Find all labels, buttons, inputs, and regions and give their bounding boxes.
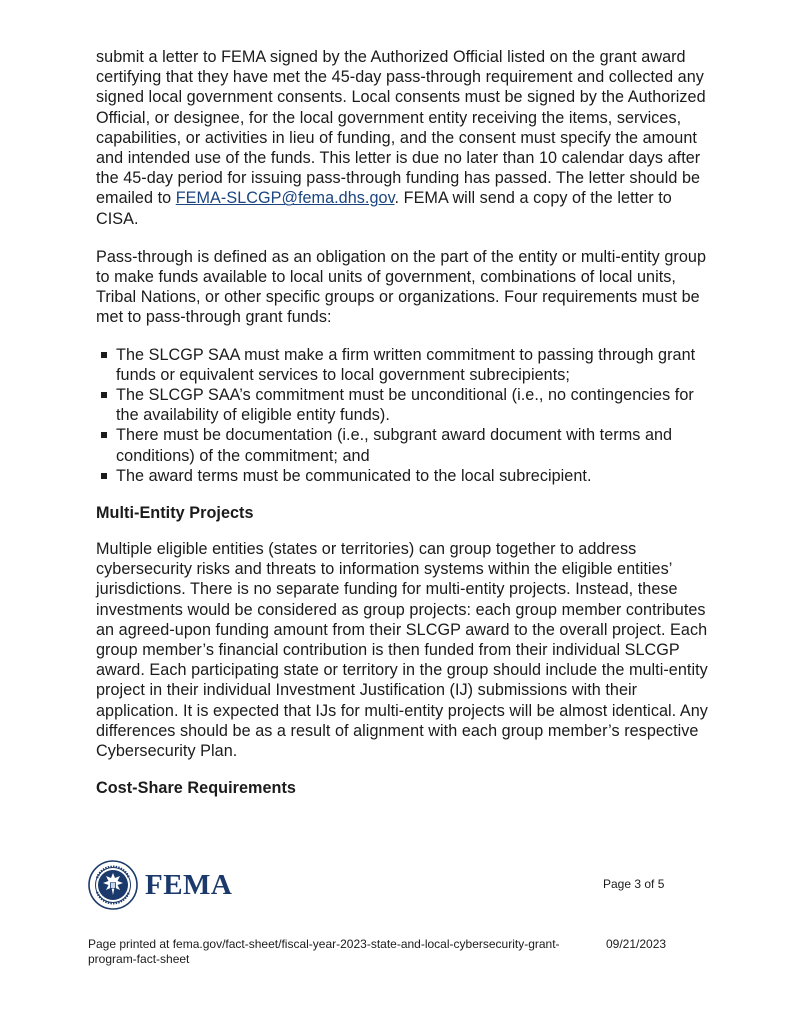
pass-through-letter-paragraph bbox=[96, 47, 712, 229]
dhs-seal-icon bbox=[88, 860, 138, 910]
pass-through-definition-paragraph: Pass-through is defined as an obligation on the part of the entity or multi-entity group to make funds available to local units of government, combinations of local units, Tribal Nations, or other specific groups or organizations. Four requirements must be met to pass-through grant funds: bbox=[96, 247, 706, 327]
document-body bbox=[96, 47, 712, 814]
paragraph-text-before-link: submit a letter to FEMA signed by the Authorized Official listed on the grant award certifying that they have met the 45-day pass-through requirement and collected any signed local government consents. Local consents must be signed by the Authorized Official, or designee, for the local government entity receiving the items, services, capabilities, or activities in lieu of funding, and the consent must specify the amount and intended use of the funds. This letter is due no later than 10 calendar days after the 45-day period for issuing pass-through funding has passed. The letter should be emailed to bbox=[96, 48, 706, 208]
fema-logo bbox=[88, 860, 232, 910]
fema-wordmark: FEMA bbox=[145, 869, 233, 901]
paragraph-text-after-link: . FEMA will send a copy of the letter to CISA. bbox=[96, 189, 672, 228]
printed-at-url: Page printed at fema.gov/fact-sheet/fiscal-year-2023-state-and-local-cybersecurity-grant-program-fact-sheet bbox=[88, 937, 560, 966]
cost-share-requirements-heading: Cost-Share Requirements bbox=[96, 779, 296, 798]
list-item: The award terms must be communicated to the local subrecipient. bbox=[96, 466, 712, 486]
multi-entity-projects-paragraph: Multiple eligible entities (states or territories) can group together to address cybersecurity risks and threats to information systems within the eligible entities’ jurisdictions. There is no separate funding for multi-entity projects. Instead, these investments would be considered as group projects: each group member contributes an agreed-upon funding amount from their SLCGP award to the overall project. Each group member’s financial contribution is then funded from their individual SLCGP award. Each participating state or territory in the group should include the multi-entity project in their individual Investment Justification (IJ) submissions with their application. It is expected that IJs for multi-entity projects will be almost identical. Any differences should be as a result of alignment with each group member’s respective Cybersecurity Plan. bbox=[96, 540, 708, 761]
pass-through-requirements-list bbox=[96, 345, 712, 486]
list-item: The SLCGP SAA must make a firm written commitment to passing through grant funds or equivalent services to local government subrecipients; bbox=[96, 345, 712, 385]
page-number: Page 3 of 5 bbox=[603, 877, 665, 891]
multi-entity-projects-heading: Multi-Entity Projects bbox=[96, 504, 254, 523]
print-date: 09/21/2023 bbox=[606, 937, 667, 951]
list-item: The SLCGP SAA’s commitment must be unconditional (i.e., no contingencies for the availability of eligible entity funds). bbox=[96, 385, 712, 425]
fema-slcgp-email-link[interactable]: FEMA-SLCGP@fema.dhs.gov bbox=[175, 189, 395, 208]
list-item: There must be documentation (i.e., subgrant award document with terms and conditions) of the commitment; and bbox=[96, 425, 712, 465]
